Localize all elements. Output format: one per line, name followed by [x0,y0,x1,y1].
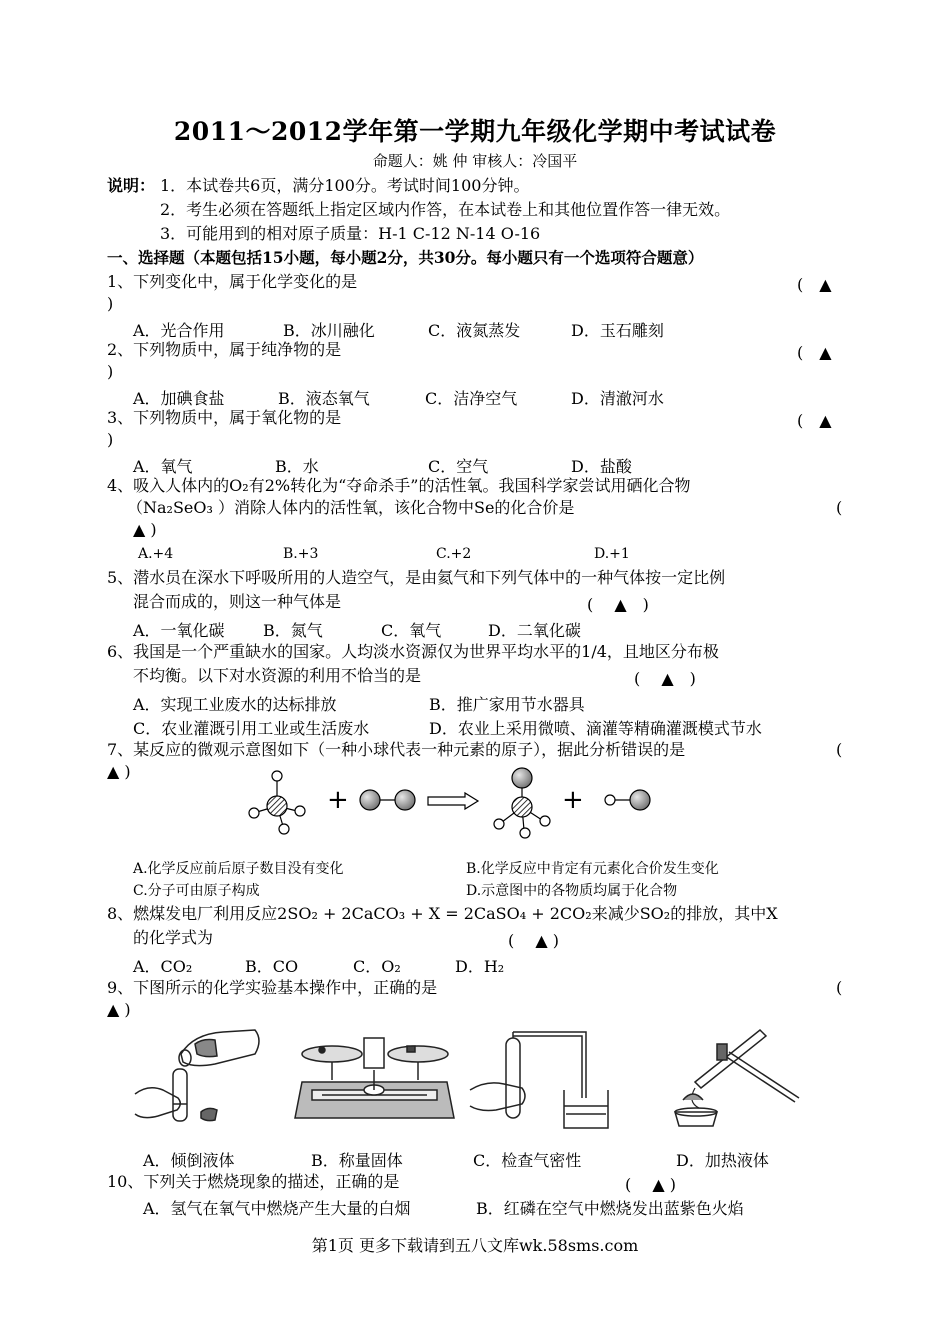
airtightness-check-illustration [466,1028,616,1136]
option-row [133,880,853,900]
option-row [143,1196,843,1216]
bracket-close: ) [107,362,114,381]
answer-bracket: ( [836,740,843,759]
option: C．氧气 [381,621,442,640]
option: D．清澈河水 [571,389,664,408]
option: B.化学反应中肯定有元素化合价发生变化 [466,861,719,877]
question-stem-cont: 不均衡。以下对水资源的利用不恰当的是 [133,666,422,685]
option: A.化学反应前后原子数目没有变化 [133,861,344,877]
option: C．检查气密性 [473,1151,582,1170]
product-molecule-1 [494,768,550,838]
option-row [133,716,853,736]
bracket-close: ) [107,294,114,313]
question-stem-cont: 混合而成的，则这一种气体是 [133,592,342,611]
option: D．二氧化碳 [488,621,581,640]
option: B．水 [275,457,319,476]
option: B．推广家用节水器具 [429,695,585,714]
note-item: 1．本试卷共6页，满分100分。考试时间100分钟。 [160,176,530,195]
plus-sign: + [327,785,349,815]
page-title: 2011～2012学年第一学期九年级化学期中考试试卷 [173,117,777,146]
option: D．盐酸 [571,457,632,476]
plus-sign: + [562,785,584,815]
question-stem-cont: 的化学式为 [133,928,214,947]
question-stem: 2、下列物质中，属于纯净物的是 [107,340,342,359]
option: A．CO₂ [133,957,193,976]
option: D.示意图中的各物质均属于化合物 [466,883,678,899]
answer-bracket: ( ▲ [797,275,832,294]
option: D．农业上采用微喷、滴灌等精确灌溉模式节水 [429,719,762,738]
notes-label: 说明： [107,176,156,195]
authors-line: 命题人：姚 仲 审核人：冷国平 [372,152,578,170]
answer-bracket: ( ▲ ) [634,669,696,688]
answer-mark: ▲ [652,1175,665,1194]
option-row [138,546,838,566]
option: B．冰川融化 [283,321,375,340]
question-stem: 10、下列关于燃烧现象的描述，正确的是 [107,1172,400,1191]
answer-mark: ▲ [819,275,832,294]
question-stem: 4、吸入人体内的O₂有2%转化为“夺命杀手”的活性氧。我国科学家尝试用硒化合物 [107,476,691,495]
bracket-close: ) [107,430,114,449]
option-row [133,386,833,406]
answer-bracket: ( ▲ [797,411,832,430]
answer-bracket: ( ▲ ) [625,1175,676,1194]
option: A．实现工业废水的达标排放 [133,695,337,714]
option: C．洁净空气 [425,389,518,408]
answer-mark-line: ▲ ) [107,762,131,781]
option-row [133,858,853,878]
option: A．光合作用 [133,321,225,340]
pouring-liquid-illustration [133,1024,268,1134]
answer-mark: ▲ [107,762,120,781]
question-stem-cont: （Na₂SeO₃ ）消除人体内的活性氧，该化合物中Se的化合价是 [127,498,575,517]
answer-mark: ▲ [661,669,674,688]
answer-mark-line: ▲ ) [107,1000,131,1019]
question-stem: 7、某反应的微观示意图如下（一种小球代表一种元素的原子），据此分析错误的是 [107,740,686,759]
option: C．农业灌溉引用工业或生活废水 [133,719,370,738]
option-row [133,318,833,338]
option-row [133,692,833,712]
option: B．称量固体 [311,1151,403,1170]
product-molecule-2 [605,790,650,810]
section-heading: 一、选择题（本题包括15小题，每小题2分，共30分。每小题只有一个选项符合题意） [107,248,704,267]
option-row [133,454,833,474]
option: D．加热液体 [676,1151,769,1170]
answer-mark: ▲ [107,1000,120,1019]
heating-liquid-illustration [665,1022,805,1132]
option: A．倾倒液体 [143,1151,235,1170]
question-stem: 8、燃煤发电厂利用反应2SO₂ + 2CaCO₃ + X = 2CaSO₄ + 2CO₂来减少SO₂的排放，其中X [107,904,778,923]
page-footer: 第1页 更多下载请到五八文库wk.58sms.com [311,1236,639,1255]
option-row [143,1148,843,1168]
option: B.+3 [283,546,319,562]
answer-bracket: ( [836,978,843,997]
option: D．H₂ [455,957,505,976]
option: B．氮气 [263,621,323,640]
answer-bracket: ( ▲ [797,343,832,362]
question-stem: 9、下图所示的化学实验基本操作中，正确的是 [107,978,438,997]
option-row [133,618,833,638]
option: C．液氮蒸发 [428,321,521,340]
option: A.+4 [138,546,174,562]
answer-mark: ▲ [614,595,627,614]
note-item: 2．考生必须在答题纸上指定区域内作答，在本试卷上和其他位置作答一律无效。 [160,200,731,219]
reactant-molecule-2 [360,790,415,810]
answer-bracket: ( [836,498,843,517]
option: C．O₂ [353,957,401,976]
answer-mark: ▲ [819,411,832,430]
question-stem: 5、潜水员在深水下呼吸所用的人造空气，是由氦气和下列气体中的一种气体按一定比例 [107,568,726,587]
note-item: 3．可能用到的相对原子质量：H-1 C-12 N-14 O-16 [160,224,541,243]
answer-bracket: ( ▲ ) [587,595,649,614]
option: B．液态氧气 [278,389,370,408]
option: C．空气 [428,457,489,476]
option: B．CO [245,957,299,976]
option: A．一氧化碳 [133,621,225,640]
option: A．氧气 [133,457,193,476]
reaction-arrow [428,793,478,809]
option: C.+2 [436,546,472,562]
option: A．氢气在氧气中燃烧产生大量的白烟 [143,1199,411,1218]
option: D．玉石雕刻 [571,321,664,340]
reactant-molecule-1 [249,771,305,834]
option: D.+1 [594,546,630,562]
option: A．加碘食盐 [133,389,225,408]
option: B．红磷在空气中燃烧发出蓝紫色火焰 [476,1199,744,1218]
answer-mark-line: ▲ ) [133,520,157,539]
answer-mark: ▲ [535,931,548,950]
reaction-diagram [240,764,670,860]
option-row [133,954,833,974]
question-stem: 1、下列变化中，属于化学变化的是 [107,272,358,291]
question-stem: 6、我国是一个严重缺水的国家。人均淡水资源仅为世界平均水平的1/4，且地区分布极 [107,642,719,661]
answer-mark: ▲ [133,520,146,539]
answer-bracket: ( ▲ ) [508,931,559,950]
balance-scale-illustration [292,1030,457,1135]
option: C.分子可由原子构成 [133,883,260,899]
question-stem: 3、下列物质中，属于氧化物的是 [107,408,342,427]
answer-mark: ▲ [819,343,832,362]
